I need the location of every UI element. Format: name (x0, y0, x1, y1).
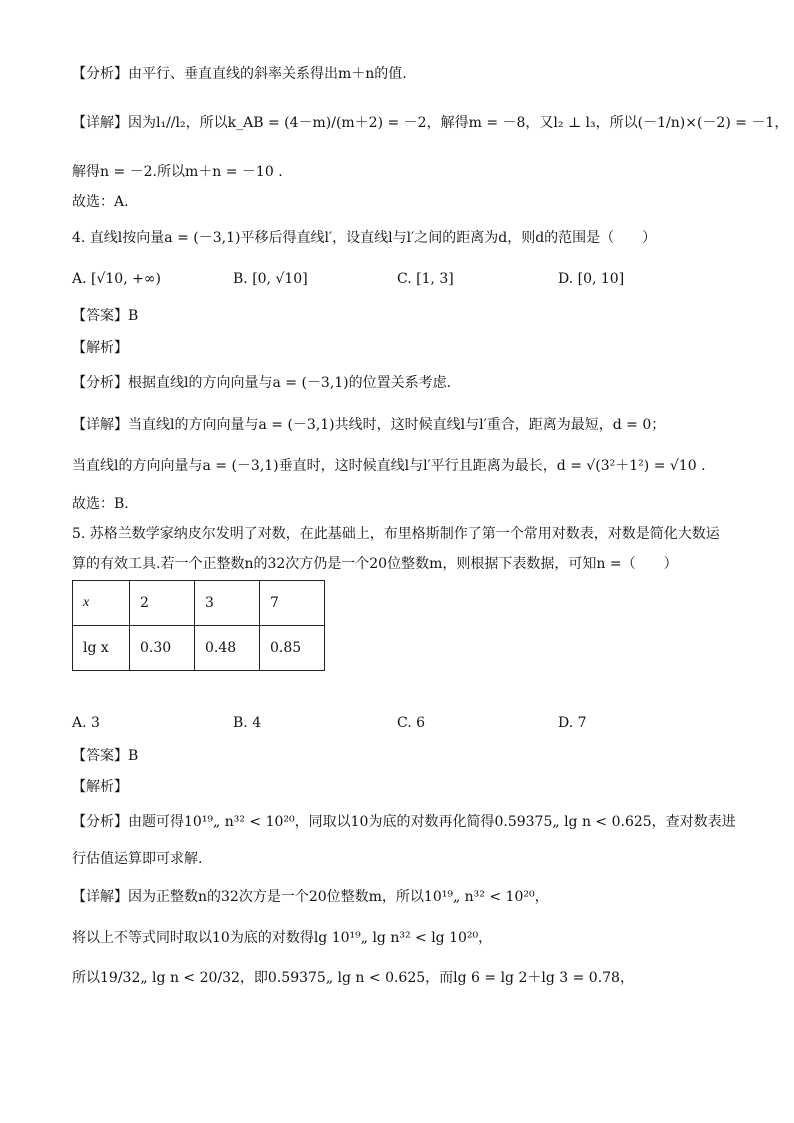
q5-stem-line-2: 算的有效工具.若一个正整数n的32次方仍是一个20位整数m，则根据下表数据，可知n =（ ） (72, 556, 678, 572)
q3-detail: 【详解】因为l₁//l₂，所以k_AB = (4－m)/(m＋2) = －2，解得m = －8，又l₂ ⊥ l₃，所以(－1/n)×(－2) = －1， (72, 115, 789, 131)
q4-analysis: 【分析】根据直线l的方向向量与a = (－3,1)的位置关系考虑. (72, 375, 452, 391)
q5-option-c: C. 6 (397, 715, 426, 731)
q4-option-b: B. [0, √10] (233, 271, 308, 287)
q5-option-a: A. 3 (72, 715, 100, 731)
q5-detail-3: 所以19/32„ lg n < 20/32，即0.59375„ lg n < 0.625，而lg 6 = lg 2＋lg 3 = 0.78， (72, 970, 634, 986)
q5-stem-line-1: 5. 苏格兰数学家纳皮尔发明了对数，在此基础上，布里格斯制作了第一个常用对数表，对数是简化大数运 (72, 526, 720, 542)
q4-option-a: A. [√10, +∞) (72, 271, 161, 287)
table-row (73, 626, 325, 671)
table-cell: 2 (130, 581, 195, 626)
q5-jiexi-heading: 【解析】 (72, 779, 128, 795)
q4-option-c: C. [1, 3] (397, 271, 454, 287)
q4-choice: 故选：B. (72, 496, 129, 512)
q4-detail-1: 【详解】当直线l的方向向量与a = (－3,1)共线时，这时候直线l与l′重合，距离为最短，d = 0； (72, 417, 666, 433)
q5-detail-1: 【详解】因为正整数n的32次方是一个20位整数m，所以10¹⁹„ n³² < 10²⁰， (72, 889, 549, 905)
q4-answer: 【答案】B (72, 308, 139, 324)
q5-analysis-2: 行估值运算即可求解. (72, 851, 203, 867)
q3-detail-continued: 解得n = －2.所以m＋n = －10 . (72, 164, 283, 180)
table-cell: 0.85 (260, 626, 325, 671)
q4-stem: 4. 直线l按向量a = (－3,1)平移后得直线l′，设直线l与l′之间的距离为d，则d的范围是（ ） (72, 230, 657, 246)
table-cell: 7 (260, 581, 325, 626)
log-table (72, 580, 325, 671)
table-cell: 3 (195, 581, 260, 626)
q3-choice: 故选：A. (72, 194, 129, 210)
q5-option-b: B. 4 (233, 715, 262, 731)
table-cell: 0.48 (195, 626, 260, 671)
table-row (73, 581, 325, 626)
q5-analysis-1: 【分析】由题可得10¹⁹„ n³² < 10²⁰，同取以10为底的对数再化简得0.59375„ lg n < 0.625，查对数表进 (72, 814, 736, 830)
q5-detail-2: 将以上不等式同时取以10为底的对数得lg 10¹⁹„ lg n³² < lg 10²⁰， (72, 930, 493, 946)
q4-detail-2: 当直线l的方向向量与a = (－3,1)垂直时，这时候直线l与l′平行且距离为最长，d = √(3²＋1²) = √10 . (72, 458, 706, 474)
table-cell: x (73, 581, 130, 626)
q5-option-d: D. 7 (558, 715, 587, 731)
q5-answer: 【答案】B (72, 748, 139, 764)
q4-option-d: D. [0, 10] (558, 271, 625, 287)
q4-jiexi-heading: 【解析】 (72, 340, 128, 356)
table-cell: lg x (73, 626, 130, 671)
table-cell: 0.30 (130, 626, 195, 671)
q3-analysis: 【分析】由平行、垂直直线的斜率关系得出m＋n的值. (72, 66, 407, 82)
